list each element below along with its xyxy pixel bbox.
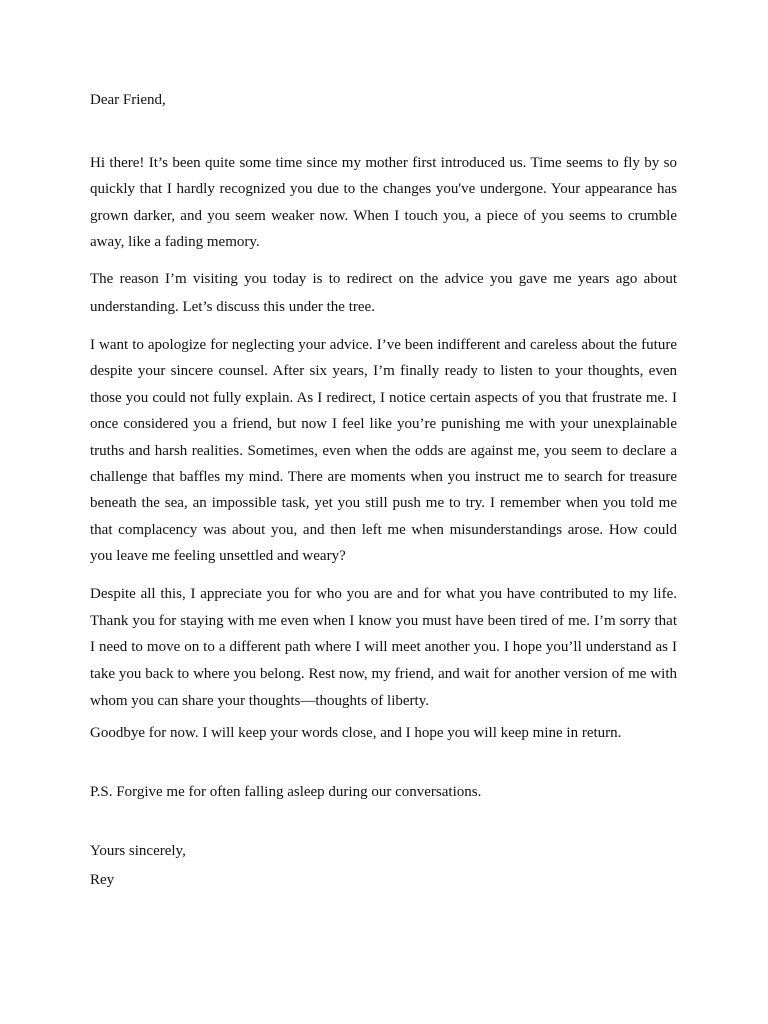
letter-paragraph-3: I want to apologize for neglecting your advice. I’ve been indifferent and careless about the future despite your sincere counsel. After six years, I’m finally ready to listen to your thoughts, even those you could not fully explain. As I redirect, I notice certain aspects of you that frustrate me. I once considered you a friend, but now I feel like you’re punishing me with your unexplainable truths and harsh realities. Sometimes, even when the odds are against me, you seem to declare a challenge that baffles my mind. There are moments when you instruct me to search for treasure beneath the sea, an impossible task, yet you still push me to try. I remember when you told me that complacency was about you, and then left me when misunderstandings arose. How could you leave me feeling unsettled and weary? (90, 337, 677, 565)
letter-postscript: P.S. Forgive me for often falling asleep during our conversations. (90, 784, 482, 800)
letter-closing: Yours sincerely, (90, 843, 186, 859)
letter-signature: Rey (90, 872, 115, 888)
letter-paragraph-2: The reason I’m visiting you today is to redirect on the advice you gave me years ago about understanding. Let’s discuss this under the tree. (90, 271, 677, 315)
letter-paragraph-4: Despite all this, I appreciate you for who you are and for what you have contributed to my life. Thank you for staying with me even when I know you must have been tired of me. I’m sorry that I need to move on to a different path where I will meet another you. I hope you’ll understand as I take you back to where you belong. Rest now, my friend, and wait for another version of me with whom you can share your thoughts—thoughts of liberty. (90, 586, 677, 709)
letter-paragraph-5: Goodbye for now. I will keep your words close, and I hope you will keep mine in return. (90, 725, 622, 741)
letter-paragraph-1: Hi there! It’s been quite some time since my mother first introduced us. Time seems to fly by so quickly that I hardly recognized you due to the changes you've undergone. Your appearance has grown darker, and you seem weaker now. When I touch you, a piece of you seems to crumble away, like a fading memory. (90, 155, 677, 251)
letter-greeting: Dear Friend, (90, 92, 166, 108)
